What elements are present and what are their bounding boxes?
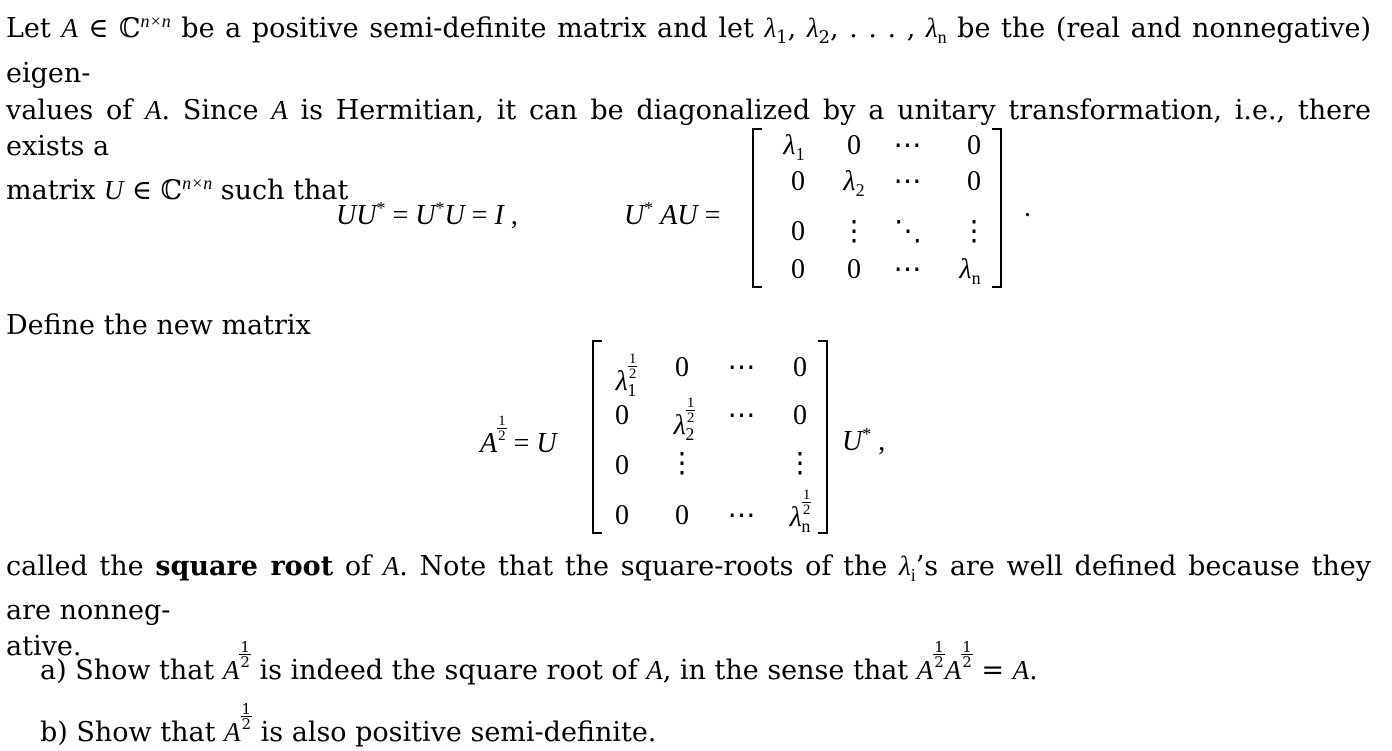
paragraph-square-root-line-2: ative.	[6, 631, 82, 662]
unitary-identity: UU* = U*U = I ,	[336, 198, 518, 231]
paragraph-intro	[6, 3, 1371, 209]
paragraph-define-text: Define the new matrix	[6, 310, 311, 341]
matrix-2-cell: ⋮	[668, 448, 696, 479]
matrix-2-cell: ⋯	[727, 500, 757, 531]
equation-1-period: .	[1024, 192, 1031, 223]
matrix-1-cell: 0	[847, 130, 861, 161]
matrix-1-cell: ⋮	[960, 216, 988, 247]
matrix-1-cell: $\lambda_1$	[783, 130, 805, 164]
paragraph-intro-line-1: Let A ∈ ℂ$^{n\times n}$ be a positive semi-definite matrix and let $\lambda_1$, $\lambda_2$, . . . , $\lambda_n$ be the (real and nonnegative) eigen-	[6, 11, 1371, 89]
matrix-2-cell: 0	[675, 352, 689, 383]
matrix-1-cell: 0	[791, 166, 805, 197]
matrix-2-cell: ⋯	[727, 352, 757, 383]
matrix-1-cell: 0	[967, 130, 981, 161]
matrix-1-cell: ⋯	[893, 166, 923, 197]
matrix-2-cell: 0	[615, 500, 629, 531]
matrix-1-cell: 0	[791, 254, 805, 285]
equation-2-trailing: U* ,	[842, 424, 886, 457]
bold-term-square-root: square root	[155, 551, 334, 582]
paragraph-define	[6, 308, 1371, 344]
matrix-1-cell: 0	[847, 254, 861, 285]
matrix-2-cell: 0	[615, 400, 629, 431]
matrix-1-cell: ⋮	[840, 216, 868, 247]
square-root-left-side: A $\frac{1}{2}$ = U	[480, 413, 557, 459]
matrix-2-cell: 0	[675, 500, 689, 531]
matrix-2-cell: 0	[793, 400, 807, 431]
matrix-1-left-bracket	[752, 128, 762, 288]
matrix-1-cell: ⋯	[893, 130, 923, 161]
problem-item-b: b) Show that A $\frac{1}{2}$ is also positive semi-definite.	[40, 700, 657, 748]
matrix-2-cell: λ $\frac{1}{2}$ $_1$	[615, 351, 637, 400]
matrix-2-cell: ⋯	[727, 400, 757, 431]
matrix-1-cell: 0	[791, 216, 805, 247]
diagonalization-left-side: U* AU =	[624, 198, 721, 231]
matrix-2-cell: 0	[793, 352, 807, 383]
matrix-1-cell: $\lambda_2$	[843, 166, 865, 200]
matrix-1-cell: ⋱	[894, 216, 922, 247]
paragraph-intro-line-3: matrix U ∈ ℂ$^{n\times n}$ such that	[6, 173, 349, 206]
matrix-2-cell: λ $\frac{1}{2}$ $_n$	[789, 487, 811, 536]
problem-item-a: a) Show that A $\frac{1}{2}$ is indeed the square root of A, in the sense that A $\frac{1}{2}$ A $\frac{1}{2}$ = A.	[40, 638, 1038, 686]
matrix-2-cell: λ $\frac{1}{2}$ $_2$	[673, 395, 695, 444]
matrix-1-cell: ⋯	[893, 254, 923, 285]
matrix-1-cell: $\lambda_n$	[959, 254, 981, 288]
matrix-2-cell: ⋮	[786, 448, 814, 479]
paragraph-square-root-line-1: called the square root of A. Note that the square-roots of the $\lambda_i’s$ are well defined because they are nonneg-	[6, 551, 1372, 626]
paragraph-intro-line-2: values of A. Since A is Hermitian, it can be diagonalized by a unitary transformation, i.e., there exists a	[6, 95, 1371, 162]
matrix-2-cell: 0	[615, 450, 629, 481]
matrix-1-cell: 0	[967, 166, 981, 197]
